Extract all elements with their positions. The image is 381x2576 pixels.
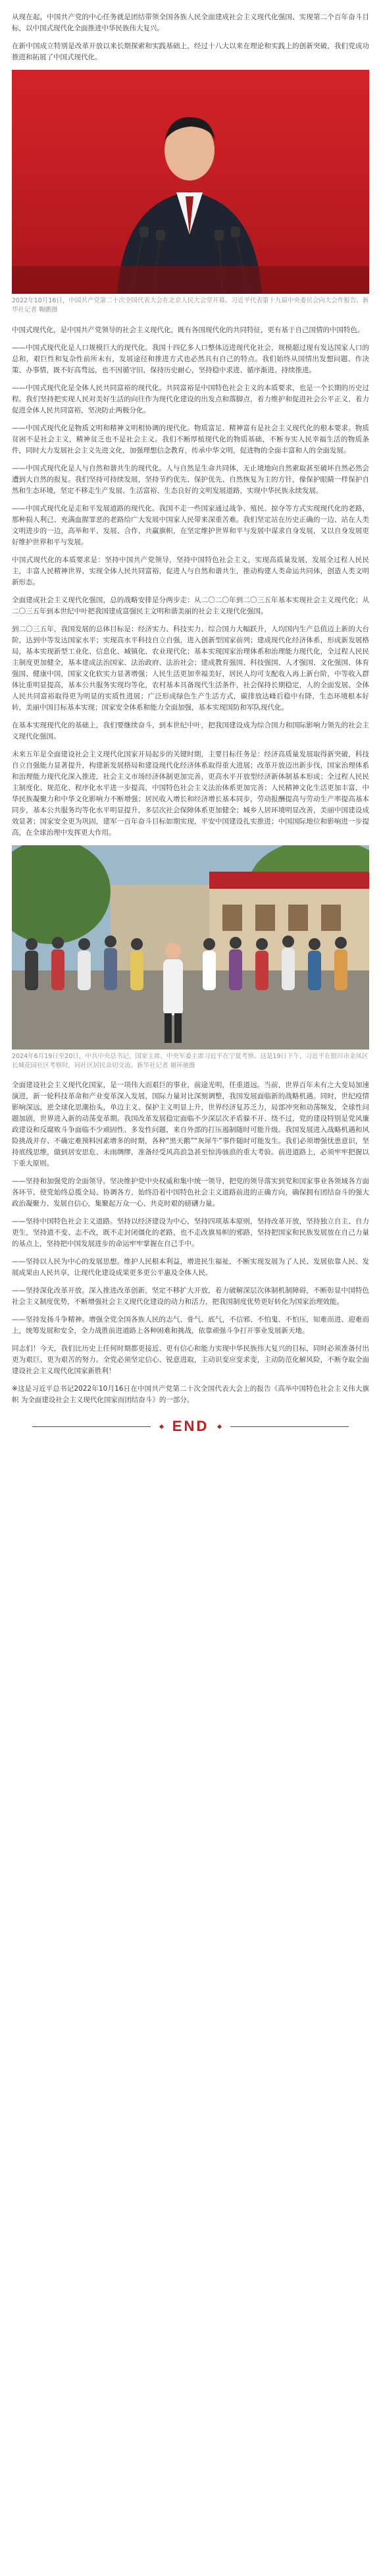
end-divider — [12, 1418, 369, 1435]
paragraph-intro: 从现在起，中国共产党的中心任务就是团结带领全国各族人民全面建成社会主义现代化强国、实现第二个百年奋斗目标，以中国式现代化全面推进中华民族伟大复兴。 — [12, 13, 369, 32]
paragraph: ——坚持以人民为中心的发展思想。维护人民根本利益，增进民生福祉，不断实现发展为了人民、发展依靠人民、发展成果由人民共享，让现代化建设成果更多更公平惠及全体人民。 — [12, 1258, 369, 1277]
paragraph: 在新中国成立特别是改革开放以来长期探索和实践基础上，经过十八大以来在理论和实践上的创新突破，我们党成功推进和拓展了中国式现代化。 — [12, 42, 369, 61]
paragraph: 中国式现代化，是中国共产党领导的社会主义现代化，既有各国现代化的共同特征，更有基于自己国情的中国特色。 — [12, 325, 365, 334]
paragraph: ——坚持发扬斗争精神。增强全党全国各族人民的志气、骨气、底气，不信邪、不怕鬼、不怕压，知难而进、迎难而上，统筹发展和安全，全力战胜前进道路上各种困难和挑战，依靠顽强斗争打开事业发展新天地。 — [12, 1316, 369, 1335]
photo-caption: 2022年10月16日，中国共产党第二十次全国代表大会在北京人民大会堂开幕。习近平代表第十九届中央委员会向大会作报告。新华社记者 鞠鹏摄 — [12, 297, 369, 314]
paragraph: 未来五年是全面建设社会主义现代化国家开局起步的关键时期，主要目标任务是：经济高质量发展取得新突破，科技自立自强能力显著提升，构建新发展格局和建设现代化经济体系取得重大进展；改革开放迈出新步伐，国家治理体系和治理能力现代化深入推进，社会主义市场经济体制更加完善，更高水平开放型经济新体制基本形成；全过程人民民主制度化、规范化、程序化水平进一步提高，中国特色社会主义法治体系更加完善；人民精神文化生活更加丰富，中华民族凝聚力和中华文化影响力不断增强；居民收入增长和经济增长基本同步，劳动报酬提高与劳动生产率提高基本同步，基本公共服务均等化水平明显提升，多层次社会保障体系更加健全；城乡人居环境明显改善，美丽中国建设成效显著；国家安全更为巩固，建军一百年奋斗目标如期实现，平安中国建设扎实推进；中国国际地位和影响进一步提高，在全球治理中发挥更大作用。 — [12, 750, 369, 837]
paragraph: 同志们！今天，我们比历史上任何时期都更接近、更有信心和能力实现中华民族伟大复兴的目标，同时必须准备付出更为艰巨、更为艰苦的努力。全党必须坚定信心、锐意进取，主动识变应变求变，主动防范化解风险，不断夺取全面建设社会主义现代化国家新胜利！ — [12, 1345, 369, 1375]
paragraph: ——中国式现代化是走和平发展道路的现代化。我国不走一些国家通过战争、殖民、掠夺等方式实现现代化的老路，那种损人利己、充满血腥罪恶的老路给广大发展中国家人民带来深重苦难。我们坚定站在历史正确的一边、站在人类文明进步的一边，高举和平、发展、合作、共赢旗帜，在坚定维护世界和平与发展中谋求自身发展，又以自身发展更好维护世界和平与发展。 — [12, 504, 369, 546]
paragraph: 中国式现代化的本质要求是：坚持中国共产党领导，坚持中国特色社会主义，实现高质量发展，发展全过程人民民主，丰富人民精神世界，实现全体人民共同富裕，促进人与自然和谐共生，推动构建人类命运共同体，创造人类文明新形态。 — [12, 555, 369, 586]
paragraph: ——中国式现代化是全体人民共同富裕的现代化。共同富裕是中国特色社会主义的本质要求，也是一个长期的历史过程。我们坚持把实现人民对美好生活的向往作为现代化建设的出发点和落脚点，着力维护和促进社会公平正义，着力促进全体人民共同富裕，坚决防止两极分化。 — [12, 383, 369, 414]
paragraph: ——坚持深化改革开放。深入推进改革创新，坚定不移扩大开放，着力破解深层次体制机制障碍，不断彰显中国特色社会主义制度优势，不断增强社会主义现代化建设的动力和活力，把我国制度优势更好转化为国家治理效能。 — [12, 1287, 369, 1306]
divider-line — [32, 1426, 151, 1427]
paragraph: 在基本实现现代化的基础上，我们要继续奋斗，到本世纪中叶，把我国建设成为综合国力和国际影响力领先的社会主义现代化强国。 — [12, 721, 369, 741]
diamond-icon — [159, 1424, 164, 1428]
congress-photo-art — [12, 70, 369, 294]
paragraph: ——中国式现代化是人口规模巨大的现代化。我国十四亿多人口整体迈进现代化社会，规模超过现有发达国家人口的总和，艰巨性和复杂性前所未有，发展途径和推进方式也必然具有自己的特点。我们始终从国情出发想问题、作决策、办事情，既不好高骛远，也不因循守旧，保持历史耐心，坚持稳中求进、循序渐进、持续推进。 — [12, 343, 369, 374]
congress-photo — [12, 70, 369, 294]
community-visit-photo — [12, 845, 369, 1050]
paragraph: 到二〇三五年，我国发展的总体目标是：经济实力、科技实力、综合国力大幅跃升，人均国内生产总值迈上新的大台阶，达到中等发达国家水平；实现高水平科技自立自强，进入创新型国家前列；建成现代化经济体系，形成新发展格局，基本实现新型工业化、信息化、城镇化、农业现代化；基本实现国家治理体系和治理能力现代化，全过程人民民主制度更加健全，基本建成法治国家、法治政府、法治社会；建成教育强国、科技强国、人才强国、文化强国、体育强国、健康中国，国家文化软实力显著增强；人民生活更加幸福美好，居民人均可支配收入再上新台阶，中等收入群体比重明显提高，基本公共服务实现均等化，农村基本具备现代生活条件，社会保持长期稳定，人的全面发展、全体人民共同富裕取得更为明显的实质性进展；广泛形成绿色生产生活方式，碳排放达峰后稳中有降，生态环境根本好转，美丽中国目标基本实现；国家安全体系和能力全面加强，基本实现国防和军队现代化。 — [12, 625, 369, 712]
divider-line — [230, 1426, 349, 1427]
paragraph: 全面建成社会主义现代化强国，总的战略安排是分两步走：从二〇二〇年到二〇三五年基本实现社会主义现代化；从二〇三五年到本世纪中叶把我国建成富强民主文明和谐美丽的社会主义现代化强国。 — [12, 596, 369, 615]
paragraph: 全面建设社会主义现代化国家，是一项伟大而艰巨的事业，前途光明，任重道远。当前，世界百年未有之大变局加速演进，新一轮科技革命和产业变革深入发展，国际力量对比深刻调整，我国发展面临新的战略机遇。同时，世纪疫情影响深远，逆全球化思潮抬头，单边主义、保护主义明显上升，世界经济复苏乏力，局部冲突和动荡频发，全球性问题加剧，世界进入新的动荡变革期。我国改革发展稳定面临不少深层次矛盾躲不开、绕不过，党的建设特别是党风廉政建设和反腐败斗争面临不少顽固性、多发性问题，来自外部的打压遏制随时可能升级。我国发展进入战略机遇和风险挑战并存、不确定难预料因素增多的时期，各种“黑天鹅”“灰犀牛”事件随时可能发生。我们必须增强忧患意识，坚持底线思维，做到居安思危、未雨绸缪，准备经受风高浪急甚至惊涛骇浪的重大考验。前进道路上，必须牢牢把握以下重大原则。 — [12, 1081, 369, 1167]
paragraph: ——坚持和加强党的全面领导。坚决维护党中央权威和集中统一领导，把党的领导落实到党和国家事业各领域各方面各环节，使党始终总揽全局、协调各方，始终沿着中国特色社会主义道路前进的正确方向，确保拥有团结奋斗的强大政治凝聚力、发展自信心，集聚起万众一心、共克时艰的磅礴力量。 — [12, 1177, 369, 1208]
community-visit-photo-art — [12, 845, 369, 1050]
paragraph: ——中国式现代化是人与自然和谐共生的现代化。人与自然是生命共同体，无止境地向自然索取甚至破坏自然必然会遭到大自然的报复。我们坚持可持续发展，坚持节约优先、保护优先、自然恢复为主的方针，像保护眼睛一样保护自然和生态环境，坚定不移走生产发展、生活富裕、生态良好的文明发展道路，实现中华民族永续发展。 — [12, 464, 369, 495]
source-note: ※这是习近平总书记2022年10月16日在中国共产党第二十次全国代表大会上的报告《高举中国特色社会主义伟大旗帜 为全面建设社会主义现代化国家而团结奋斗》的一部分。 — [12, 1385, 369, 1404]
paragraph: ——坚持中国特色社会主义道路。坚持以经济建设为中心，坚持四项基本原则，坚持改革开放，坚持独立自主、自力更生，坚持道不变、志不改，既不走封闭僵化的老路，也不走改旗易帜的邪路，坚持把国家和民族发展放在自己力量的基点上，坚持把中国发展进步的命运牢牢掌握在自己手中。 — [12, 1218, 369, 1248]
diamond-icon — [217, 1424, 222, 1428]
paragraph: ——中国式现代化是物质文明和精神文明相协调的现代化。物质富足、精神富有是社会主义现代化的根本要求。物质贫困不是社会主义，精神贫乏也不是社会主义。我们不断厚植现代化的物质基础，不断夯实人民幸福生活的物质条件，同时大力发展社会主义先进文化，加强理想信念教育，传承中华文明，促进物的全面丰富和人的全面发展。 — [12, 424, 369, 455]
end-label: END — [172, 1418, 209, 1434]
photo-caption: 2024年6月19日至20日，中共中央总书记、国家主席、中央军委主席习近平在宁夏考察。这是19日下午，习近平在银川市金凤区长城花园社区考察时，同社区居民亲切交流。新华社记者 谢环驰摄 — [12, 1052, 368, 1069]
